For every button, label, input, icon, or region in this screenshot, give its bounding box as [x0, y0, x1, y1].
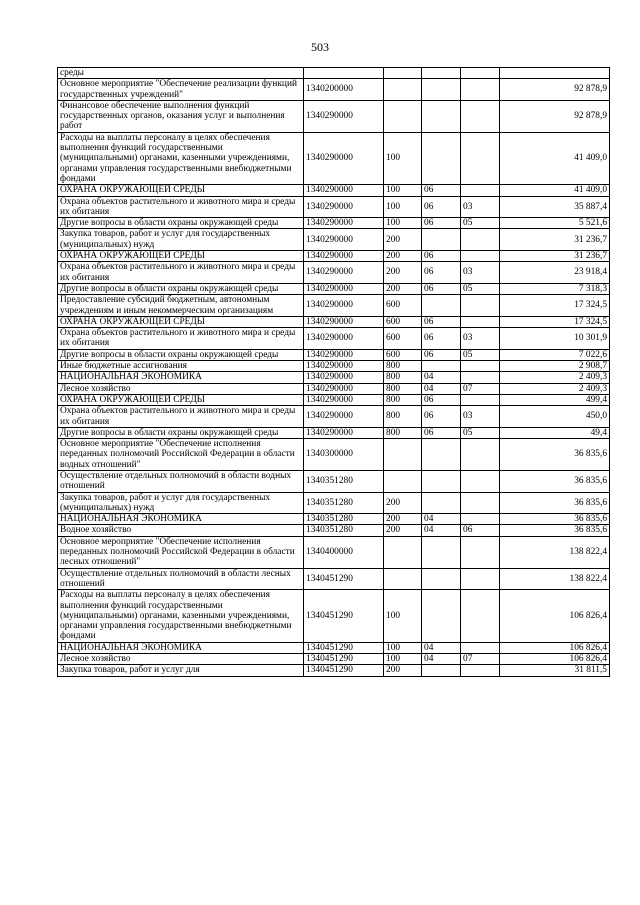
subsection-cell [461, 439, 500, 471]
section-cell [422, 536, 461, 568]
amount-cell: 7 318,3 [500, 283, 610, 294]
target-article-cell: 1340290000 [304, 427, 384, 438]
target-article-cell: 1340451290 [304, 568, 384, 590]
table-row [58, 590, 610, 642]
section-cell: 06 [422, 218, 461, 229]
table-row [58, 470, 610, 492]
expense-name-cell: Закупка товаров, работ и услуг для [58, 665, 304, 676]
section-cell [422, 229, 461, 251]
expense-name-cell: Расходы на выплаты персоналу в целях обеспечения выполнения функций государственными (муниципальными) органами, казенными учреждениями, органами управления государственными внебюджетными фондами [58, 590, 304, 642]
target-article-cell: 1340290000 [304, 185, 384, 196]
amount-cell: 36 835,6 [500, 525, 610, 536]
section-cell [422, 492, 461, 514]
section-cell: 04 [422, 642, 461, 653]
budget-table-body [58, 68, 610, 677]
amount-cell: 138 822,4 [500, 568, 610, 590]
expense-type-cell: 200 [384, 665, 422, 676]
section-cell: 04 [422, 514, 461, 525]
table-row [58, 328, 610, 350]
subsection-cell [461, 79, 500, 101]
subsection-cell [461, 665, 500, 676]
section-cell [422, 590, 461, 642]
expense-name-cell: Предоставление субсидий бюджетным, автономным учреждениям и иным некоммерческим организациям [58, 295, 304, 317]
amount-cell: 31 236,7 [500, 251, 610, 262]
target-article-cell: 1340290000 [304, 295, 384, 317]
subsection-cell: 07 [461, 654, 500, 665]
amount-cell: 31 236,7 [500, 229, 610, 251]
amount-cell: 36 835,6 [500, 439, 610, 471]
amount-cell: 49,4 [500, 427, 610, 438]
table-row [58, 79, 610, 101]
target-article-cell: 1340290000 [304, 361, 384, 372]
table-row [58, 262, 610, 284]
target-article-cell [304, 68, 384, 79]
expense-name-cell: Иные бюджетные ассигнования [58, 361, 304, 372]
target-article-cell: 1340290000 [304, 328, 384, 350]
target-article-cell: 1340290000 [304, 251, 384, 262]
section-cell [422, 100, 461, 132]
section-cell: 04 [422, 383, 461, 394]
expense-name-cell: ОХРАНА ОКРУЖАЮЩЕЙ СРЕДЫ [58, 316, 304, 327]
subsection-cell: 05 [461, 427, 500, 438]
subsection-cell [461, 100, 500, 132]
section-cell: 06 [422, 349, 461, 360]
expense-name-cell: Другие вопросы в области охраны окружающей среды [58, 283, 304, 294]
subsection-cell [461, 185, 500, 196]
target-article-cell: 1340290000 [304, 229, 384, 251]
expense-type-cell: 800 [384, 383, 422, 394]
expense-type-cell: 800 [384, 394, 422, 405]
page-number: 503 [311, 40, 329, 54]
expense-name-cell: Финансовое обеспечение выполнения функций государственных органов, оказания услуг и выполнения работ [58, 100, 304, 132]
amount-cell: 36 835,6 [500, 514, 610, 525]
amount-cell: 41 409,0 [500, 132, 610, 184]
expense-type-cell: 100 [384, 185, 422, 196]
expense-name-cell: среды [58, 68, 304, 79]
table-row [58, 251, 610, 262]
subsection-cell [461, 514, 500, 525]
expense-name-cell: Осуществление отдельных полномочий в области водных отношений [58, 470, 304, 492]
expense-name-cell: НАЦИОНАЛЬНАЯ ЭКОНОМИКА [58, 372, 304, 383]
amount-cell: 106 826,4 [500, 642, 610, 653]
table-row [58, 185, 610, 196]
amount-cell: 36 835,6 [500, 470, 610, 492]
amount-cell: 92 878,9 [500, 100, 610, 132]
subsection-cell [461, 590, 500, 642]
expense-name-cell: ОХРАНА ОКРУЖАЮЩЕЙ СРЕДЫ [58, 251, 304, 262]
expense-type-cell: 800 [384, 372, 422, 383]
expense-name-cell: НАЦИОНАЛЬНАЯ ЭКОНОМИКА [58, 514, 304, 525]
expense-type-cell: 800 [384, 427, 422, 438]
expense-name-cell: Закупка товаров, работ и услуг для государственных (муниципальных) нужд [58, 492, 304, 514]
section-cell: 06 [422, 185, 461, 196]
expense-name-cell: НАЦИОНАЛЬНАЯ ЭКОНОМИКА [58, 642, 304, 653]
table-row [58, 568, 610, 590]
target-article-cell: 1340351280 [304, 470, 384, 492]
section-cell: 04 [422, 525, 461, 536]
expense-type-cell: 200 [384, 229, 422, 251]
target-article-cell: 1340290000 [304, 406, 384, 428]
section-cell: 06 [422, 262, 461, 284]
table-row [58, 394, 610, 405]
section-cell [422, 665, 461, 676]
target-article-cell: 1340290000 [304, 218, 384, 229]
subsection-cell [461, 470, 500, 492]
expense-name-cell: Охрана объектов растительного и животного мира и среды их обитания [58, 262, 304, 284]
target-article-cell: 1340290000 [304, 100, 384, 132]
subsection-cell: 07 [461, 383, 500, 394]
expense-name-cell: Охрана объектов растительного и животного мира и среды их обитания [58, 328, 304, 350]
expense-type-cell [384, 100, 422, 132]
target-article-cell: 1340290000 [304, 283, 384, 294]
target-article-cell: 1340351280 [304, 525, 384, 536]
subsection-cell: 05 [461, 283, 500, 294]
section-cell: 06 [422, 406, 461, 428]
section-cell: 04 [422, 372, 461, 383]
target-article-cell: 1340300000 [304, 439, 384, 471]
section-cell: 06 [422, 427, 461, 438]
section-cell [422, 79, 461, 101]
table-row [58, 406, 610, 428]
table-row [58, 132, 610, 184]
expense-type-cell [384, 470, 422, 492]
expense-type-cell: 200 [384, 525, 422, 536]
expense-type-cell: 600 [384, 295, 422, 317]
amount-cell: 23 918,4 [500, 262, 610, 284]
subsection-cell [461, 316, 500, 327]
expense-name-cell: Основное мероприятие "Обеспечение исполнения переданных полномочий Российской Федерации в области лесных отношений" [58, 536, 304, 568]
expense-type-cell [384, 68, 422, 79]
section-cell: 06 [422, 196, 461, 218]
amount-cell: 450,0 [500, 406, 610, 428]
expense-name-cell: ОХРАНА ОКРУЖАЮЩЕЙ СРЕДЫ [58, 394, 304, 405]
expense-type-cell: 200 [384, 283, 422, 294]
target-article-cell: 1340290000 [304, 262, 384, 284]
expense-type-cell: 100 [384, 642, 422, 653]
amount-cell: 17 324,5 [500, 295, 610, 317]
amount-cell: 499,4 [500, 394, 610, 405]
expense-type-cell: 100 [384, 196, 422, 218]
table-row [58, 218, 610, 229]
table-row [58, 536, 610, 568]
target-article-cell: 1340290000 [304, 372, 384, 383]
section-cell [422, 295, 461, 317]
subsection-cell: 05 [461, 349, 500, 360]
expense-type-cell: 100 [384, 218, 422, 229]
expense-type-cell [384, 536, 422, 568]
table-row [58, 349, 610, 360]
section-cell [422, 132, 461, 184]
section-cell: 06 [422, 283, 461, 294]
expense-name-cell: Другие вопросы в области охраны окружающей среды [58, 218, 304, 229]
budget-table [57, 67, 610, 677]
section-cell [422, 470, 461, 492]
amount-cell: 31 811,5 [500, 665, 610, 676]
amount-cell: 7 022,6 [500, 349, 610, 360]
target-article-cell: 1340290000 [304, 196, 384, 218]
section-cell [422, 439, 461, 471]
expense-type-cell [384, 79, 422, 101]
expense-name-cell: Лесное хозяйство [58, 383, 304, 394]
subsection-cell: 03 [461, 196, 500, 218]
target-article-cell: 1340400000 [304, 536, 384, 568]
target-article-cell: 1340451290 [304, 642, 384, 653]
table-row [58, 492, 610, 514]
subsection-cell: 03 [461, 328, 500, 350]
expense-name-cell: Водное хозяйство [58, 525, 304, 536]
table-row [58, 439, 610, 471]
subsection-cell [461, 536, 500, 568]
table-row [58, 427, 610, 438]
table-row [58, 525, 610, 536]
amount-cell [500, 68, 610, 79]
target-article-cell: 1340451290 [304, 590, 384, 642]
expense-type-cell: 200 [384, 514, 422, 525]
expense-type-cell: 100 [384, 654, 422, 665]
expense-name-cell: Основное мероприятие "Обеспечение реализации функций государственных учреждений" [58, 79, 304, 101]
subsection-cell [461, 295, 500, 317]
table-row [58, 654, 610, 665]
subsection-cell [461, 492, 500, 514]
subsection-cell [461, 372, 500, 383]
subsection-cell [461, 68, 500, 79]
table-row [58, 316, 610, 327]
table-row [58, 295, 610, 317]
section-cell: 06 [422, 394, 461, 405]
expense-type-cell: 800 [384, 406, 422, 428]
section-cell [422, 68, 461, 79]
section-cell [422, 361, 461, 372]
expense-type-cell: 100 [384, 590, 422, 642]
amount-cell: 36 835,6 [500, 492, 610, 514]
subsection-cell [461, 361, 500, 372]
table-row [58, 383, 610, 394]
target-article-cell: 1340200000 [304, 79, 384, 101]
section-cell [422, 568, 461, 590]
expense-type-cell [384, 439, 422, 471]
amount-cell: 92 878,9 [500, 79, 610, 101]
amount-cell: 41 409,0 [500, 185, 610, 196]
expense-name-cell: Расходы на выплаты персоналу в целях обеспечения выполнения функций государственными (муниципальными) органами, казенными учреждениями, органами управления государственными внебюджетными фондами [58, 132, 304, 184]
table-row [58, 283, 610, 294]
expense-name-cell: Осуществление отдельных полномочий в области лесных отношений [58, 568, 304, 590]
amount-cell: 10 301,9 [500, 328, 610, 350]
target-article-cell: 1340290000 [304, 316, 384, 327]
subsection-cell: 03 [461, 262, 500, 284]
table-row [58, 196, 610, 218]
table-row [58, 68, 610, 79]
subsection-cell [461, 251, 500, 262]
section-cell: 06 [422, 316, 461, 327]
expense-type-cell: 600 [384, 316, 422, 327]
expense-name-cell: ОХРАНА ОКРУЖАЮЩЕЙ СРЕДЫ [58, 185, 304, 196]
section-cell: 06 [422, 328, 461, 350]
target-article-cell: 1340451290 [304, 665, 384, 676]
subsection-cell [461, 394, 500, 405]
amount-cell: 106 826,4 [500, 654, 610, 665]
table-row [58, 229, 610, 251]
subsection-cell [461, 568, 500, 590]
expense-type-cell: 200 [384, 251, 422, 262]
amount-cell: 2 409,3 [500, 383, 610, 394]
table-row [58, 372, 610, 383]
expense-name-cell: Другие вопросы в области охраны окружающей среды [58, 349, 304, 360]
target-article-cell: 1340351280 [304, 492, 384, 514]
subsection-cell [461, 229, 500, 251]
expense-name-cell: Другие вопросы в области охраны окружающей среды [58, 427, 304, 438]
amount-cell: 5 521,6 [500, 218, 610, 229]
subsection-cell: 03 [461, 406, 500, 428]
expense-name-cell: Основное мероприятие "Обеспечение исполнения переданных полномочий Российской Федерации в области водных отношений" [58, 439, 304, 471]
subsection-cell [461, 132, 500, 184]
target-article-cell: 1340290000 [304, 383, 384, 394]
expense-type-cell [384, 568, 422, 590]
table-row [58, 514, 610, 525]
expense-type-cell: 600 [384, 349, 422, 360]
expense-type-cell: 200 [384, 492, 422, 514]
subsection-cell [461, 642, 500, 653]
expense-name-cell: Закупка товаров, работ и услуг для государственных (муниципальных) нужд [58, 229, 304, 251]
expense-type-cell: 100 [384, 132, 422, 184]
amount-cell: 2 908,7 [500, 361, 610, 372]
target-article-cell: 1340451290 [304, 654, 384, 665]
section-cell: 06 [422, 251, 461, 262]
amount-cell: 2 409,3 [500, 372, 610, 383]
subsection-cell: 06 [461, 525, 500, 536]
expense-type-cell: 800 [384, 361, 422, 372]
expense-type-cell: 600 [384, 328, 422, 350]
table-row [58, 642, 610, 653]
amount-cell: 35 887,4 [500, 196, 610, 218]
expense-type-cell: 200 [384, 262, 422, 284]
table-row [58, 361, 610, 372]
table-row [58, 665, 610, 676]
table-row [58, 100, 610, 132]
target-article-cell: 1340290000 [304, 349, 384, 360]
expense-name-cell: Охрана объектов растительного и животного мира и среды их обитания [58, 406, 304, 428]
amount-cell: 17 324,5 [500, 316, 610, 327]
expense-name-cell: Лесное хозяйство [58, 654, 304, 665]
section-cell: 04 [422, 654, 461, 665]
subsection-cell: 05 [461, 218, 500, 229]
amount-cell: 106 826,4 [500, 590, 610, 642]
target-article-cell: 1340351280 [304, 514, 384, 525]
target-article-cell: 1340290000 [304, 394, 384, 405]
target-article-cell: 1340290000 [304, 132, 384, 184]
expense-name-cell: Охрана объектов растительного и животного мира и среды их обитания [58, 196, 304, 218]
amount-cell: 138 822,4 [500, 536, 610, 568]
